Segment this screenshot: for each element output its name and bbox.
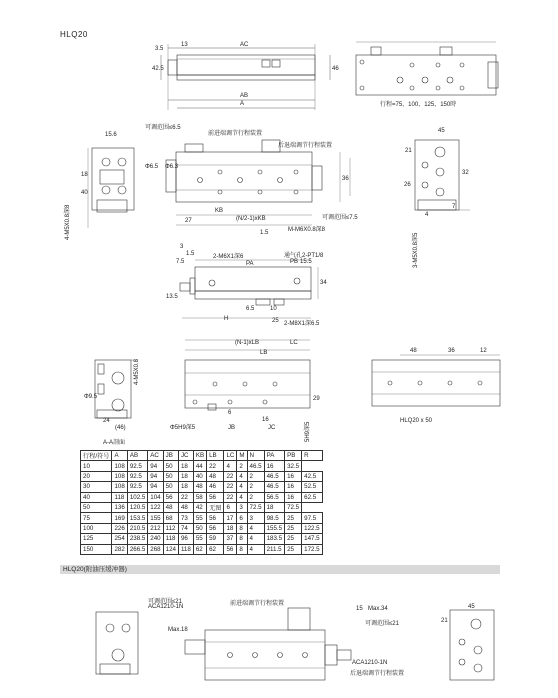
table-cell: 25 <box>285 523 302 533</box>
table-cell: 55 <box>193 513 206 523</box>
view5-dim-6: 6 <box>228 410 232 416</box>
table-cell: 50 <box>163 471 178 481</box>
view3-callout-front-stroke: 前进端调节行程装置 <box>208 131 263 137</box>
table-cell: 108 <box>112 482 127 492</box>
table-cell: 40 <box>193 471 206 481</box>
table-cell: 56 <box>207 513 224 523</box>
table-cell: 97.5 <box>302 513 322 523</box>
view3-dim-kb: KB <box>215 208 224 214</box>
table-cell: 169 <box>112 513 127 523</box>
view5-callout-lc: LC <box>290 340 298 346</box>
table-cell: 2 <box>247 482 264 492</box>
section2-callout-max18: Max.18 <box>168 627 188 633</box>
table-header-cell: AB <box>127 451 147 461</box>
table-row <box>81 492 323 502</box>
table-cell: 74 <box>178 523 193 533</box>
table-cell: 4 <box>237 492 247 502</box>
table-cell: 48 <box>163 502 178 512</box>
table-cell: 226 <box>112 523 127 533</box>
table-cell: 56 <box>163 492 178 502</box>
view4-callout-m8: 2-M8X1深6.5 <box>284 321 320 327</box>
table-cell: 118 <box>112 492 127 502</box>
view4-callout-m6: 2-M6X1深6 <box>213 254 244 260</box>
view4-dim-10: 10 <box>270 306 277 312</box>
table-cell: 30 <box>81 482 112 492</box>
view3-dim-26: 26 <box>404 182 411 188</box>
view4-dim-3: 3 <box>180 244 184 250</box>
table-cell: 56 <box>224 544 237 554</box>
table-cell: 211.5 <box>264 544 284 554</box>
table-cell: 58 <box>193 492 206 502</box>
table-cell: 44 <box>193 461 206 471</box>
table-header-cell: JC <box>178 451 193 461</box>
view3-callout-adjust-left: 可调范围≤6.5 <box>145 125 181 131</box>
table-cell: 282 <box>112 544 127 554</box>
view4-dim-6-5: 6.5 <box>246 306 255 312</box>
table-cell: 94 <box>148 471 163 481</box>
table-cell: 102.5 <box>127 492 147 502</box>
table-cell: 100 <box>81 523 112 533</box>
table-cell: 72.5 <box>247 502 264 512</box>
spec-table <box>80 450 323 555</box>
table-cell: 183.5 <box>264 534 284 544</box>
table-row <box>81 544 323 554</box>
view3-callout-rear-stroke: 后退端调节行程装置 <box>278 143 333 149</box>
view5-dim-29: 29 <box>313 396 320 402</box>
table-cell: 120.5 <box>127 502 147 512</box>
table-cell: 46.5 <box>247 461 264 471</box>
table-cell: 50 <box>193 523 206 533</box>
table-cell: 268 <box>148 544 163 554</box>
view6-dim-36: 36 <box>448 348 455 354</box>
view4-dim-13-5: 13.5 <box>166 294 178 300</box>
section2-dim-21: 21 <box>441 618 448 624</box>
section2-left-end-drawing <box>96 612 138 674</box>
table-cell: 118 <box>178 544 193 554</box>
table-cell: 8 <box>237 534 247 544</box>
section2-callout-adjust-right: 可调范围≤21 <box>365 621 399 627</box>
table-row <box>81 482 323 492</box>
table-header-cell: R <box>302 451 322 461</box>
table-row <box>81 461 323 471</box>
table-cell: 4 <box>237 482 247 492</box>
table-cell: 42 <box>193 502 206 512</box>
section2-right-end-drawing <box>450 610 494 680</box>
table-cell: 2 <box>247 492 264 502</box>
table-cell: 254 <box>112 534 127 544</box>
table-cell: 55 <box>193 534 206 544</box>
table-cell: 210.5 <box>127 523 147 533</box>
view3-dim-phi6-5: Φ6.5 <box>145 164 159 170</box>
view1-side-drawing <box>161 44 330 110</box>
view5-callout-jc: JC <box>268 425 276 431</box>
table-cell: 125 <box>81 534 112 544</box>
table-cell: 118 <box>163 534 178 544</box>
view5-dim-5h9: 5H9深5 <box>305 421 311 442</box>
spec-table-header-row <box>81 451 323 461</box>
view3-dim-7: 7 <box>452 204 456 210</box>
table-cell: 18 <box>224 523 237 533</box>
table-header-cell: KB <box>193 451 206 461</box>
view4-dim-7-5: 7.5 <box>176 259 185 265</box>
table-cell: 92.5 <box>127 482 147 492</box>
table-cell: 48 <box>207 471 224 481</box>
view1-dim-ab: AB <box>240 93 249 99</box>
view3-dim-27: 27 <box>185 218 192 224</box>
table-cell: 40 <box>81 492 112 502</box>
table-header-cell: PB <box>285 451 302 461</box>
table-cell: 无图 <box>207 502 224 512</box>
view6-dim-12: 12 <box>480 348 487 354</box>
table-cell: 266.5 <box>127 544 147 554</box>
view2-stroke-note: 行程=75、100、125、150時 <box>380 102 457 108</box>
view3-dim-36: 36 <box>342 176 349 182</box>
table-cell: 62 <box>207 544 224 554</box>
table-cell: 104 <box>148 492 163 502</box>
table-header-cell: AC <box>148 451 163 461</box>
table-cell: 96 <box>178 534 193 544</box>
table-cell: 59 <box>207 534 224 544</box>
section2-callout-adjust-left: 可调范围≤21 <box>148 599 182 605</box>
table-cell: 4 <box>247 544 264 554</box>
table-header-cell: LB <box>207 451 224 461</box>
table-cell: 25 <box>285 513 302 523</box>
table-cell: 16 <box>264 461 284 471</box>
table-header-cell: LC <box>224 451 237 461</box>
table-header-cell: JB <box>163 451 178 461</box>
table-cell: 42.5 <box>302 471 322 481</box>
view1-dim-ac: AC <box>240 42 249 48</box>
table-cell: 25 <box>285 544 302 554</box>
table-cell: 18 <box>264 502 284 512</box>
view4-callout-vent: 通气孔2-PT1/8 <box>284 253 324 259</box>
view6-dim-48: 48 <box>410 348 417 354</box>
table-cell: 212 <box>148 523 163 533</box>
spec-table-body <box>81 461 323 555</box>
view1-dim-3-5: 3.5 <box>155 46 164 52</box>
table-cell: 50 <box>163 482 178 492</box>
view3-left-end-drawing <box>88 148 134 228</box>
table-row <box>81 513 323 523</box>
table-cell: 56.5 <box>264 492 284 502</box>
view6-drawing <box>372 355 500 406</box>
table-cell: 150 <box>81 544 112 554</box>
table-cell: 22 <box>178 492 193 502</box>
table-row <box>81 471 323 481</box>
table-cell: 4 <box>237 471 247 481</box>
view5-callout-section: A-A剖面 <box>103 440 126 446</box>
view5-callout-m5: 4-M5X0.8 <box>134 358 140 385</box>
view5-callout-nlb: (N-1)xLB <box>235 340 260 346</box>
table-cell: 6 <box>237 513 247 523</box>
table-cell: 98.5 <box>264 513 284 523</box>
table-header-cell: N <box>247 451 264 461</box>
table-cell: 155 <box>148 513 163 523</box>
view3-dim-18: 18 <box>81 172 88 178</box>
table-cell: 46 <box>207 482 224 492</box>
table-header-cell: 行程/符号 <box>81 451 112 461</box>
section2-title: HLQ20(附油压缓冲器) <box>60 565 500 574</box>
table-cell: 62 <box>193 544 206 554</box>
view5-callout-lb: LB <box>260 350 268 356</box>
table-cell: 22 <box>224 482 237 492</box>
section2-callout-absorber-right: ACA1210-1N <box>352 660 388 666</box>
view5-dim-24: 24 <box>103 418 110 424</box>
view2-top-drawing <box>356 42 498 95</box>
view5-callout-jb: JB <box>228 425 236 431</box>
view1-dim-13: 13 <box>181 42 188 48</box>
table-cell: 68 <box>163 513 178 523</box>
table-cell: 8 <box>237 523 247 533</box>
table-cell: 18 <box>178 482 193 492</box>
table-cell: 92.5 <box>127 461 147 471</box>
table-cell: 8 <box>237 544 247 554</box>
table-cell: 2 <box>247 471 264 481</box>
view5-dim-phi9-5: Φ9.5 <box>84 394 98 400</box>
table-cell: 124 <box>163 544 178 554</box>
table-cell: 108 <box>112 461 127 471</box>
table-cell: 153.5 <box>127 513 147 523</box>
table-cell: 50 <box>81 502 112 512</box>
table-cell: 32.5 <box>285 461 302 471</box>
table-cell: 108 <box>112 471 127 481</box>
view3-dim-21: 21 <box>405 148 412 154</box>
view5-plan-drawing <box>185 340 310 410</box>
table-cell: 94 <box>148 461 163 471</box>
table-cell: 172.5 <box>302 544 322 554</box>
section2-dim-45: 45 <box>468 604 475 610</box>
table-cell: 56 <box>207 523 224 533</box>
table-cell: 72.5 <box>285 502 302 512</box>
table-cell: 122.5 <box>302 523 322 533</box>
view1-dim-a: A <box>240 101 245 107</box>
view5-dim-46: (46) <box>115 425 126 431</box>
table-cell: 16 <box>285 471 302 481</box>
table-cell: 4 <box>247 523 264 533</box>
table-row <box>81 523 323 533</box>
table-cell: 22 <box>224 492 237 502</box>
view5-dim-16: 16 <box>262 417 269 423</box>
view3-dim-1-5: 1.5 <box>260 230 269 236</box>
view4-dim-25: 25 <box>272 318 279 324</box>
table-cell: 46.5 <box>264 482 284 492</box>
table-cell: 62.5 <box>302 492 322 502</box>
view3-dim-4: 4 <box>425 212 429 218</box>
view3-dim-15-6: 15.6 <box>105 132 117 138</box>
table-cell: 112 <box>163 523 178 533</box>
table-cell: 10 <box>81 461 112 471</box>
view3-callout-adjust-right: 可调范围≤7.5 <box>322 215 358 221</box>
view4-dim-34: 34 <box>320 280 327 286</box>
view5-section-drawing <box>95 360 138 418</box>
table-cell: 48 <box>178 502 193 512</box>
table-cell: 37 <box>224 534 237 544</box>
table-cell: 16 <box>285 482 302 492</box>
table-cell: 73 <box>178 513 193 523</box>
table-row <box>81 534 323 544</box>
section2-callout-front-stroke: 前进端调节行程装置 <box>230 601 285 607</box>
section2-callout-absorber-left: ACA1210-1N <box>148 604 184 610</box>
section2-dim-max34: Max.34 <box>368 606 388 612</box>
table-cell: 238.5 <box>127 534 147 544</box>
view4-dim-pb: PB <box>290 259 299 265</box>
table-cell: 22 <box>224 471 237 481</box>
section2-plan-drawing <box>185 608 351 680</box>
table-cell: 4 <box>224 461 237 471</box>
table-cell: 17 <box>224 513 237 523</box>
table-cell: 18 <box>178 471 193 481</box>
table-cell: 56 <box>207 492 224 502</box>
view3-thread-left: 4-M5X0.8深8 <box>65 204 71 240</box>
table-cell: 6 <box>224 502 237 512</box>
table-cell: 94 <box>148 482 163 492</box>
view1-dim-42-5: 42.5 <box>152 66 164 72</box>
view4-dim-1-5: 1.5 <box>186 251 195 257</box>
table-cell: 22 <box>207 461 224 471</box>
table-cell: 46.5 <box>264 471 284 481</box>
table-cell: 136 <box>112 502 127 512</box>
table-cell: 155.5 <box>264 523 284 533</box>
table-cell: 52.5 <box>302 482 322 492</box>
table-cell: 147.5 <box>302 534 322 544</box>
table-header-cell: PA <box>264 451 284 461</box>
table-header-cell: A <box>112 451 127 461</box>
table-row <box>81 502 323 512</box>
table-cell: 2 <box>237 461 247 471</box>
view5-callout-phi5: Φ5H9深5 <box>170 425 196 431</box>
table-cell: 92.5 <box>127 471 147 481</box>
table-cell: 50 <box>163 461 178 471</box>
table-cell: 20 <box>81 471 112 481</box>
table-cell: 18 <box>178 461 193 471</box>
table-cell: 3 <box>237 502 247 512</box>
table-cell: 75 <box>81 513 112 523</box>
view3-dim-phi6-3: Φ6.3 <box>165 164 179 170</box>
view4-dim-h: H <box>224 316 229 322</box>
table-header-cell: M <box>237 451 247 461</box>
section2-dim-15: 15 <box>356 606 363 612</box>
view4-dim-15-5: 15.5 <box>300 259 312 265</box>
section2-callout-rear-stroke: 后退端调节行程装置 <box>350 671 405 677</box>
table-cell: 3 <box>247 513 264 523</box>
view3-dim-nkb: (N/2-1)xKB <box>236 216 266 222</box>
view1-dim-46: 46 <box>332 66 339 72</box>
table-cell: 122 <box>148 502 163 512</box>
table-cell: 16 <box>285 492 302 502</box>
view3-callout-m-thread: M-M6X0.8深8 <box>288 227 326 233</box>
view3-dim-40: 40 <box>81 190 88 196</box>
table-cell: 240 <box>148 534 163 544</box>
view3-thread-right: 3-M5X0.8深5 <box>413 232 419 268</box>
view3-dim-32: 32 <box>462 170 469 176</box>
table-cell: 25 <box>285 534 302 544</box>
view3-dim-45: 45 <box>438 128 445 134</box>
view6-note: HLQ20 x 50 <box>400 418 433 424</box>
page-title: HLQ20 <box>60 30 88 39</box>
table-cell: 48 <box>193 482 206 492</box>
table-cell: 4 <box>247 534 264 544</box>
view4-dim-pa: PA <box>246 261 254 267</box>
